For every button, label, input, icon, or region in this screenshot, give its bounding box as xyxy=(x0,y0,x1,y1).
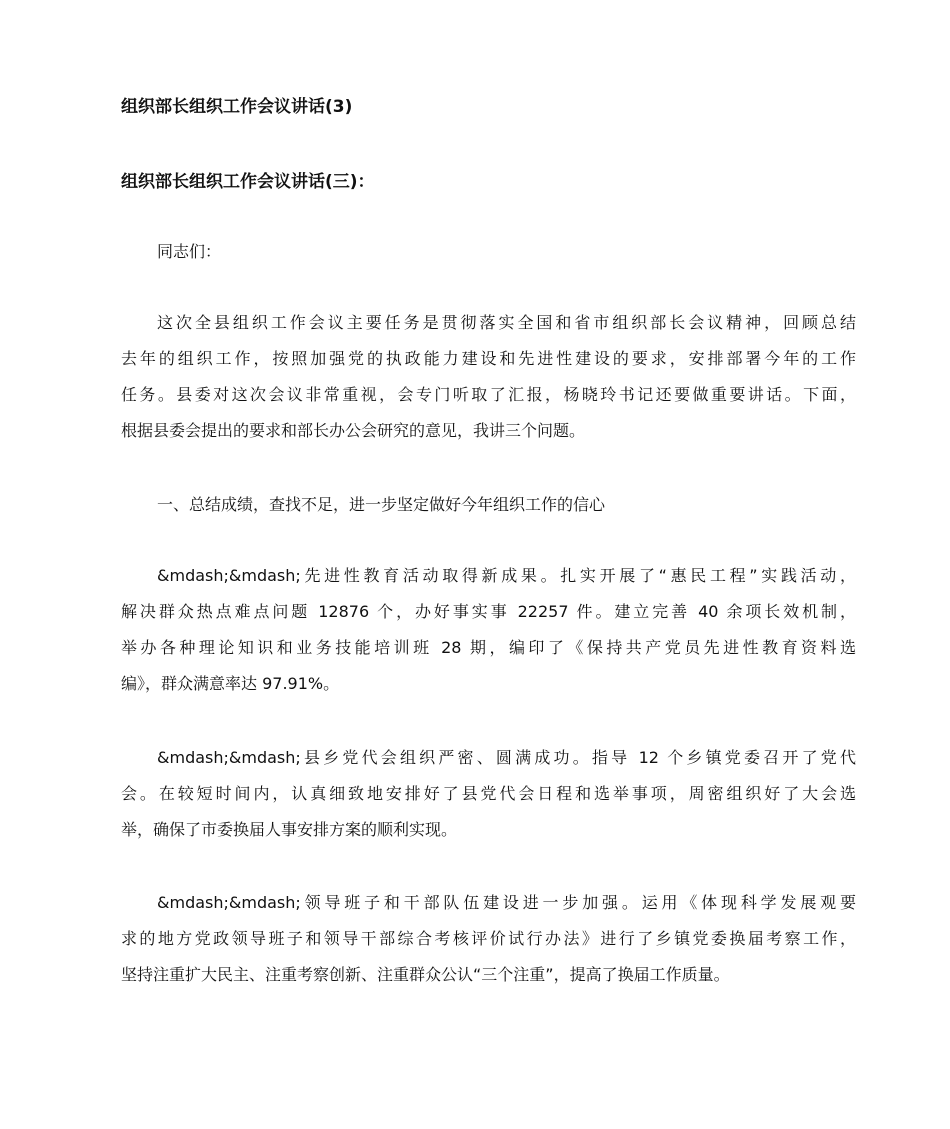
paragraph-line: 求的地方党政领导班子和领导干部综合考核评价试行办法》进行了乡镇党委换届考察工作， xyxy=(121,929,856,948)
paragraph-line: 会。在较短时间内，认真细致地安排好了县党代会日程和选举事项，周密组织好了大会选 xyxy=(121,784,856,803)
paragraph-line: 这次全县组织工作会议主要任务是贯彻落实全国和省市组织部长会议精神，回顾总结 xyxy=(157,313,856,332)
paragraph-line: 举办各种理论知识和业务技能培训班 28 期，编印了《保持共产党员先进性教育资料选 xyxy=(121,638,856,657)
paragraph-line: 解决群众热点难点问题 12876 个，办好事实事 22257 件。建立完善 40 余项长效机制， xyxy=(121,602,856,621)
paragraph-line: 根据县委会提出的要求和部长办公会研究的意见，我讲三个问题。 xyxy=(121,421,586,440)
paragraph-advanced-education xyxy=(121,558,856,702)
paragraph-line: 编》，群众满意率达 97.91%。 xyxy=(121,674,340,693)
document-subtitle: 组织部长组织工作会议讲话(三)： xyxy=(121,172,375,192)
paragraph-party-congress xyxy=(121,740,856,848)
paragraph-line: &mdash;&mdash;县乡党代会组织严密、圆满成功。指导 12 个乡镇党委召开了党代 xyxy=(157,748,856,767)
paragraph-leadership xyxy=(121,885,856,993)
paragraph-line: &mdash;&mdash;先进性教育活动取得新成果。扎实开展了“惠民工程”实践活动， xyxy=(157,566,856,585)
document-title: 组织部长组织工作会议讲话(3) xyxy=(121,97,353,117)
greeting: 同志们： xyxy=(157,242,222,261)
paragraph-line: 任务。县委对这次会议非常重视，会专门听取了汇报，杨晓玲书记还要做重要讲话。下面， xyxy=(121,385,856,404)
paragraph-line: 去年的组织工作，按照加强党的执政能力建设和先进性建设的要求，安排部署今年的工作 xyxy=(121,349,856,368)
paragraph-line: 举，确保了市委换届人事安排方案的顺利实现。 xyxy=(121,820,458,839)
paragraph-intro xyxy=(121,305,856,449)
section-heading-1 xyxy=(121,487,856,523)
paragraph-line: 坚持注重扩大民主、注重考察创新、注重群众公认“三个注重”，提高了换届工作质量。 xyxy=(121,965,730,984)
paragraph-line: &mdash;&mdash;领导班子和干部队伍建设进一步加强。运用《体现科学发展观要 xyxy=(157,893,856,912)
section-heading-line: 一、总结成绩，查找不足，进一步坚定做好今年组织工作的信心 xyxy=(157,495,606,514)
